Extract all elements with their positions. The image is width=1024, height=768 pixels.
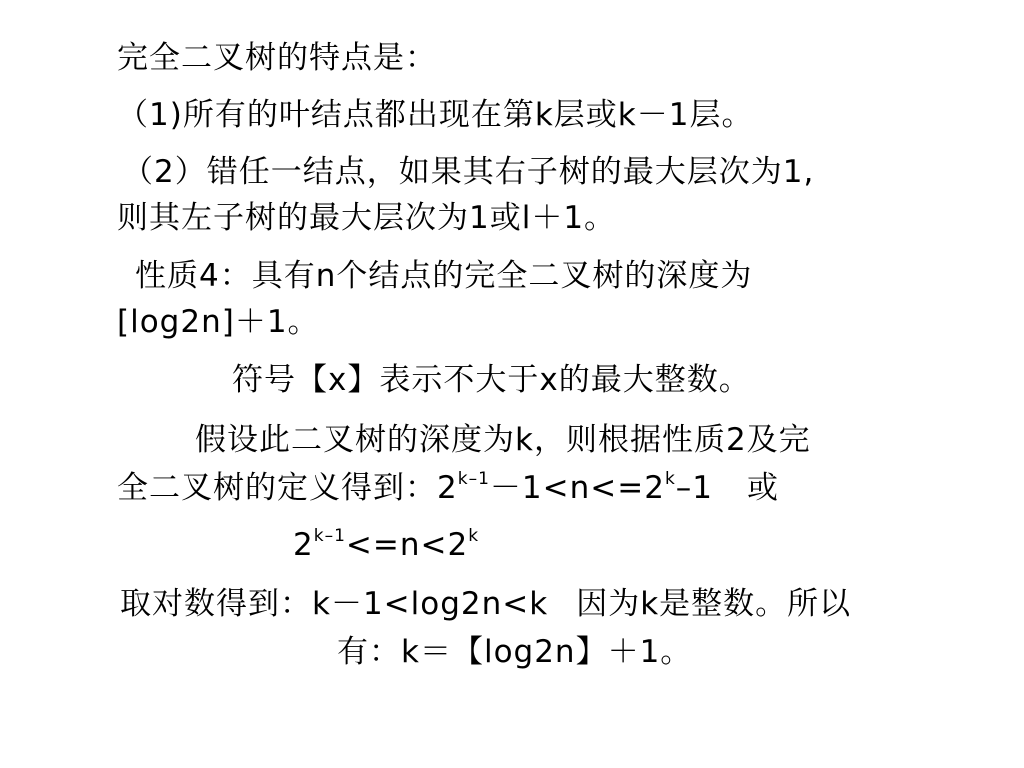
point-2-line-1: （2）错任一结点，如果其右子树的最大层次为1,: [122, 154, 815, 190]
heading-text: 完全二叉树的特点是：: [117, 40, 437, 76]
property-4-line-2: [log2n]＋1。: [117, 304, 320, 340]
inequality-middle: <=n<2: [345, 527, 469, 563]
exponent-k-minus-1: k–1: [457, 468, 490, 489]
point-1-text: （1)所有的叶结点都出现在第k层或k－1层。: [117, 97, 754, 133]
inequality-line: [293, 525, 479, 565]
log-line-prefix: 取对数得到：k－1<log2n<k: [120, 586, 549, 622]
exponent-k: k: [664, 468, 676, 489]
log-line: [120, 584, 851, 624]
proof-line-2-middle: －1<n<=2: [489, 470, 665, 506]
point-2-line-2: 则其左子树的最大层次为1或l＋1。: [117, 200, 617, 236]
or-word: 或: [747, 470, 780, 506]
inequality-base: 2: [293, 527, 314, 563]
proof-line-1: 假设此二叉树的深度为k，则根据性质2及完: [195, 422, 811, 458]
proof-line-2-prefix: 全二叉树的定义得到：2: [117, 470, 458, 506]
proof-line-2: [117, 468, 779, 508]
inequality-exponent-k: k: [468, 525, 480, 546]
proof-line-2-suffix: –1: [675, 470, 714, 506]
symbol-note: 符号【x】表示不大于x的最大整数。: [232, 362, 751, 398]
conclusion-text: 有：k＝【log2n】＋1。: [337, 634, 693, 670]
inequality-exponent-k-minus-1: k–1: [313, 525, 346, 546]
property-4-line-1: 性质4：具有n个结点的完全二叉树的深度为: [135, 258, 753, 294]
log-line-suffix: 因为k是整数。所以: [576, 586, 852, 622]
